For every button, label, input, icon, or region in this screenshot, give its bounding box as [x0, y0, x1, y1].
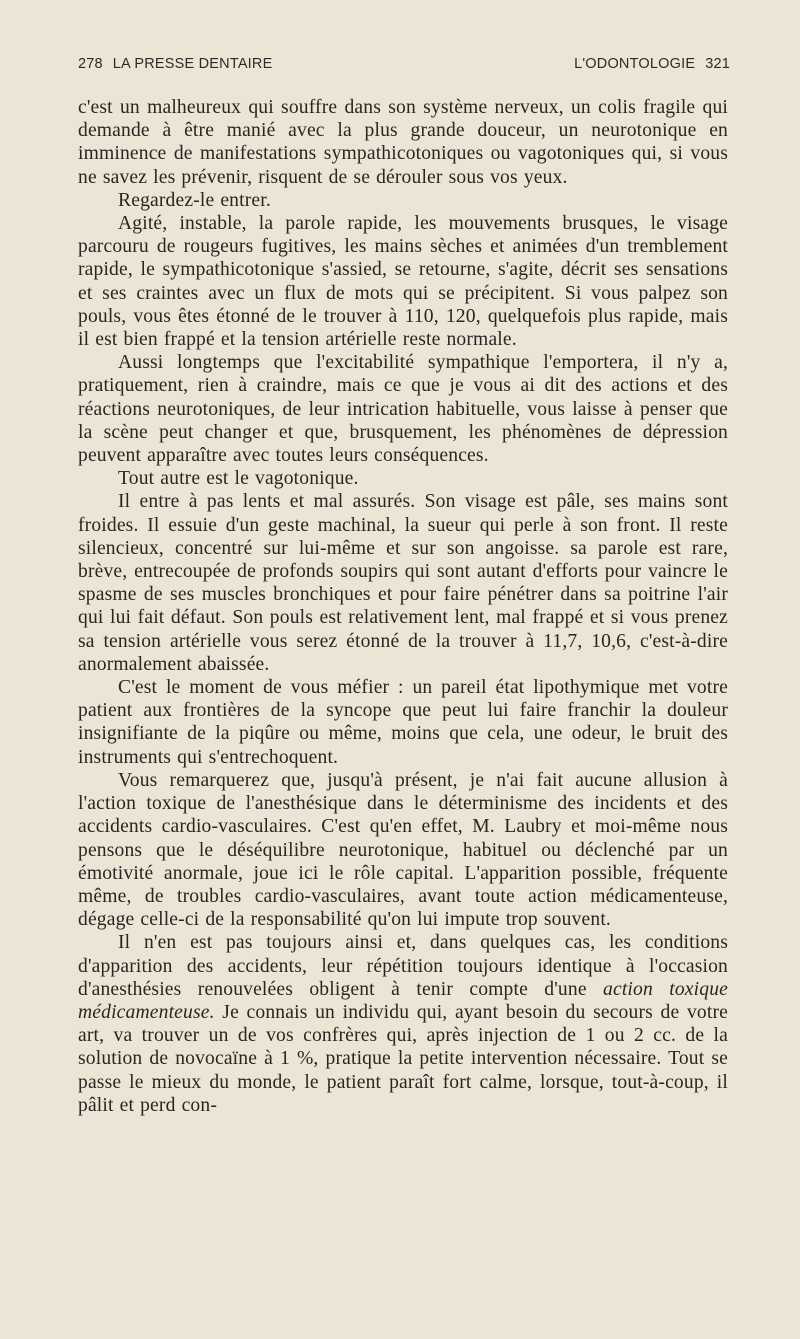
text-segment: Il n'en est pas toujours ainsi et, dans quelques cas, les conditions d'apparition des accidents, leur répétition toujours identique à l'occasion d'anesthésies renouvelées obligent à tenir compte d'une: [78, 932, 728, 1000]
paragraph: [78, 490, 728, 676]
text-segment: Aussi longtemps que l'excitabilité sympathique l'emportera, il n'y a, pratiquement, rien à craindre, mais ce que je vous ai dit des actions et des réactions neurotoniques, de leur intrication habituelle, vous laisse à penser que la scène peut changer et que, brusquement, les phénomènes de dépression peuvent apparaître avec toutes leurs conséquences.: [78, 352, 728, 467]
paragraph: [78, 96, 728, 189]
paragraph: [78, 351, 728, 467]
text-segment: Il entre à pas lents et mal assurés. Son visage est pâle, ses mains sont froides. Il essuie d'un geste machinal, la sueur qui perle à son front. Il reste silencieux, concentré sur lui-même et sur son angoisse. sa parole est rare, brève, entrecoupée de profonds soupirs qui sont autant d'efforts pour vaincre le spasme de ses muscles bronchiques et pour faire pénétrer dans sa poitrine l'air qui lui fait défaut. Son pouls est relativement lent, mal frappé et si vous prenez sa tension artérielle vous serez étonné de la trouver à 11,7, 10,6, c'est-à-dire anormalement abaissée.: [78, 491, 728, 675]
header-left: [78, 56, 272, 72]
left-page-number: 278: [78, 56, 103, 72]
text-segment: Agité, instable, la parole rapide, les mouvements brusques, le visage parcouru de rougeurs fugitives, les mains sèches et animées d'un tremblement rapide, le sympathicotonique s'assied, se retourne, s'agite, décrit ses sensations et ses craintes avec un flux de mots qui se précipitent. Si vous palpez son pouls, vous êtes étonné de le trouver à 110, 120, quelquefois plus rapide, mais il est bien frappé et la tension artérielle reste normale.: [78, 213, 728, 351]
paragraph: [78, 676, 728, 769]
paragraph: [78, 769, 728, 931]
paragraph: [78, 212, 728, 351]
paragraph: [78, 931, 728, 1117]
header-right: [574, 56, 730, 72]
italic-phrase: action toxique médicamenteuse.: [78, 978, 728, 1023]
text-segment: Regardez-le entrer.: [118, 189, 271, 211]
paragraph: [78, 189, 728, 212]
text-segment: Je connais un individu qui, ayant besoin du secours de votre art, va trouver un de vos confrères qui, après injection de 1 ou 2 cc. de la solution de novocaïne à 1 %, pratique la petite intervention nécessaire. Tout se passe le mieux du monde, le patient paraît fort calme, lorsque, tout-à-coup, il pâlit et perd con-: [78, 1001, 728, 1116]
body-text: [78, 96, 728, 1117]
text-segment: Vous remarquerez que, jusqu'à présent, je n'ai fait aucune allusion à l'action toxique de l'anesthésique dans le déterminisme des incidents et des accidents cardio-vasculaires. C'est qu'en effet, M. Laubry et moi-même nous pensons que le déséquilibre neurotonique, habituel ou déclenché par un émotivité anormale, joue ici le rôle capital. L'apparition possible, fréquente même, de troubles cardio-vasculaires, avant toute action médicamenteuse, dégage celle-ci de la responsabilité qu'on lui impute trop souvent.: [78, 769, 728, 931]
right-page-number: 321: [705, 56, 730, 72]
text-segment: c'est un malheureux qui souffre dans son système nerveux, un colis fragile qui demande à être manié avec la plus grande douceur, un neurotonique en imminence de manifestations sympathicotoniques ou vagotoniques qui, si vous ne savez les prévenir, risquent de se dérouler sous vos yeux.: [78, 97, 728, 188]
right-running-title: L'ODONTOLOGIE: [574, 56, 696, 72]
paragraph: [78, 467, 728, 490]
left-running-title: LA PRESSE DENTAIRE: [112, 56, 273, 72]
text-segment: Tout autre est le vagotonique.: [118, 468, 359, 490]
text-segment: C'est le moment de vous méfier : un pareil état lipothymique met votre patient aux frontières de la syncope que peut lui faire franchir la douleur insignifiante de la piqûre ou même, moins que cela, une odeur, le bruit des instruments qui s'entrechoquent.: [78, 677, 728, 768]
running-header: [78, 56, 730, 78]
